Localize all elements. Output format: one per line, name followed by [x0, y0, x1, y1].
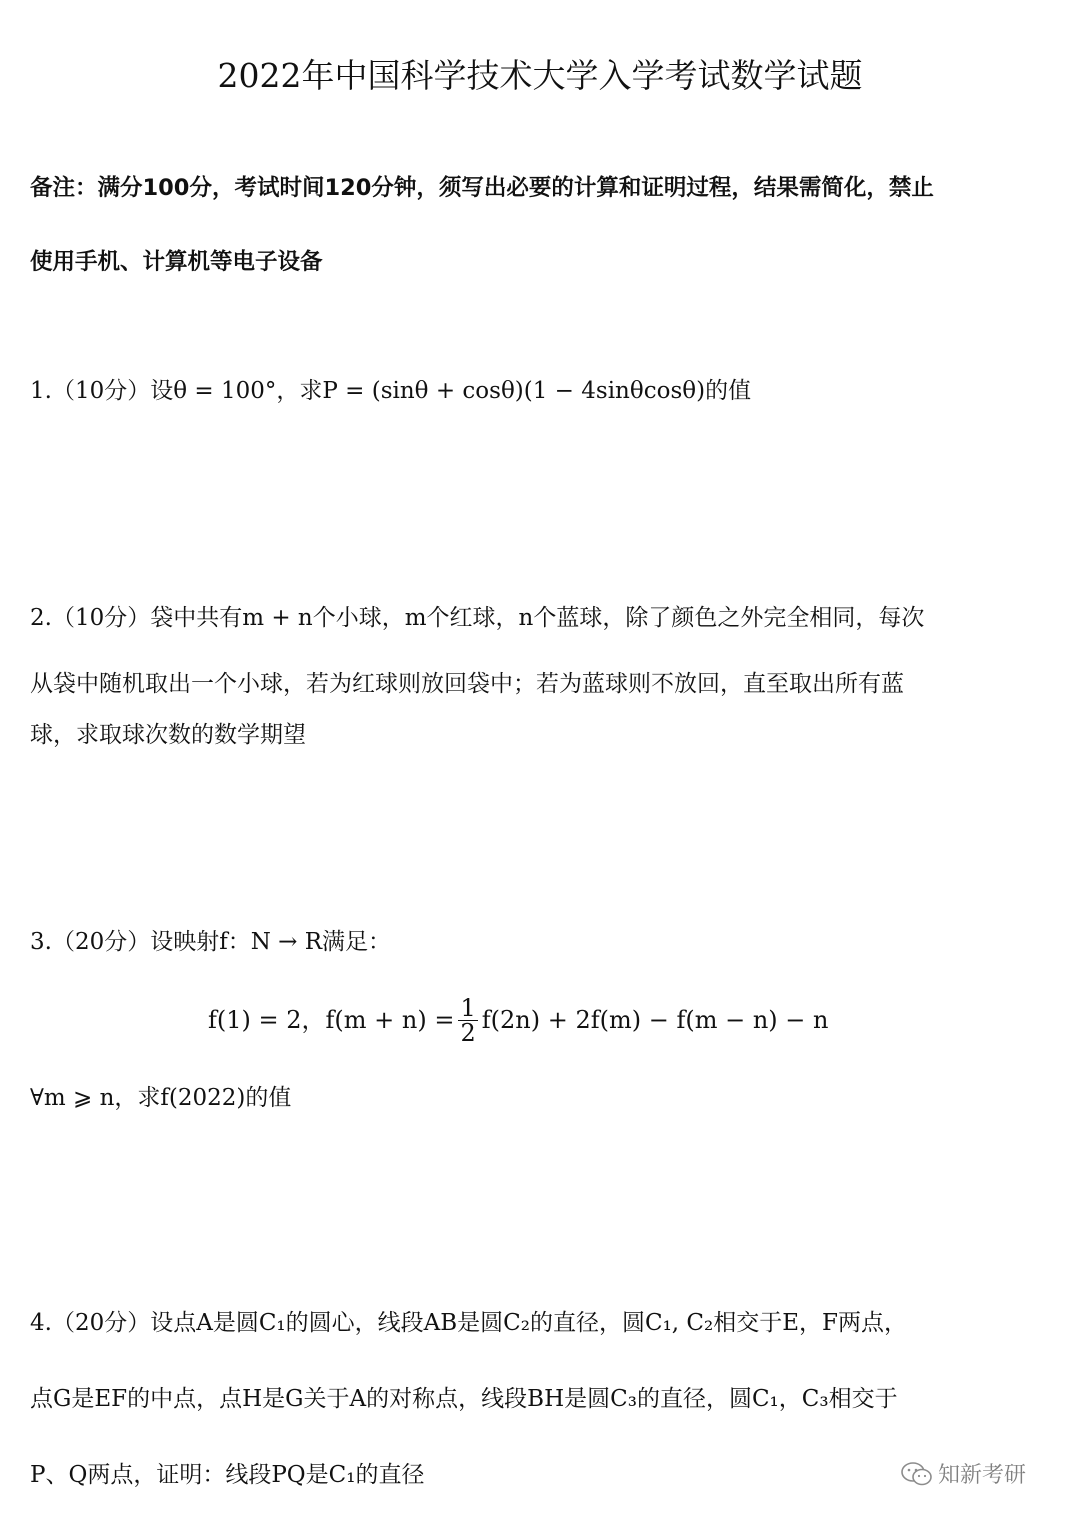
- question-text: 3.（20分）设映射f：N → R满足：: [30, 929, 392, 955]
- question-text: 2.（10分）袋中共有m + n个小球，m个红球，n个蓝球，除了颜色之外完全相同，每次: [30, 605, 925, 631]
- wechat-icon: [900, 1461, 934, 1487]
- question-text: P、Q两点，证明：线段PQ是C₁的直径: [30, 1462, 425, 1488]
- note-line: 使用手机、计算机等电子设备: [30, 249, 323, 275]
- page-title: 2022年中国科学技术大学入学考试数学试题: [217, 56, 863, 95]
- question-2: [30, 598, 1060, 755]
- question-text: ∀m ⩾ n，求f(2022)的值: [30, 1085, 292, 1111]
- question-text: 1.（10分）设θ = 100°，求P = (sinθ + cosθ)(1 − 4sinθcosθ)的值: [30, 378, 752, 404]
- question-text: 从袋中随机取出一个小球，若为红球则放回袋中；若为蓝球则不放回，直至取出所有蓝: [30, 671, 904, 697]
- fraction: [458, 993, 477, 1047]
- watermark-text: 知新考研: [938, 1463, 1027, 1488]
- question-text: 点G是EF的中点，点H是G关于A的对称点，线段BH是圆C₃的直径，圆C₁，C₃相交于: [30, 1386, 898, 1412]
- fraction-denominator: 2: [460, 1018, 476, 1047]
- formula-left: f(1) = 2，f(m + n) =: [208, 1006, 455, 1034]
- note-line: 备注：满分100分，考试时间120分钟，须写出必要的计算和证明过程，结果需简化，禁止: [30, 175, 934, 201]
- formula-right: f(2n) + 2f(m) − f(m − n) − n: [481, 1006, 829, 1034]
- question-1: [30, 371, 1060, 411]
- fraction-numerator: 1: [460, 993, 476, 1022]
- question-text: 球，求取球次数的数学期望: [30, 722, 306, 748]
- exam-note: [30, 164, 1060, 286]
- watermark: [900, 1458, 1026, 1489]
- question-text: 4.（20分）设点A是圆C₁的圆心，线段AB是圆C₂的直径，圆C₁, C₂相交于E，F两点，: [30, 1310, 907, 1336]
- functional-equation: [208, 992, 828, 1048]
